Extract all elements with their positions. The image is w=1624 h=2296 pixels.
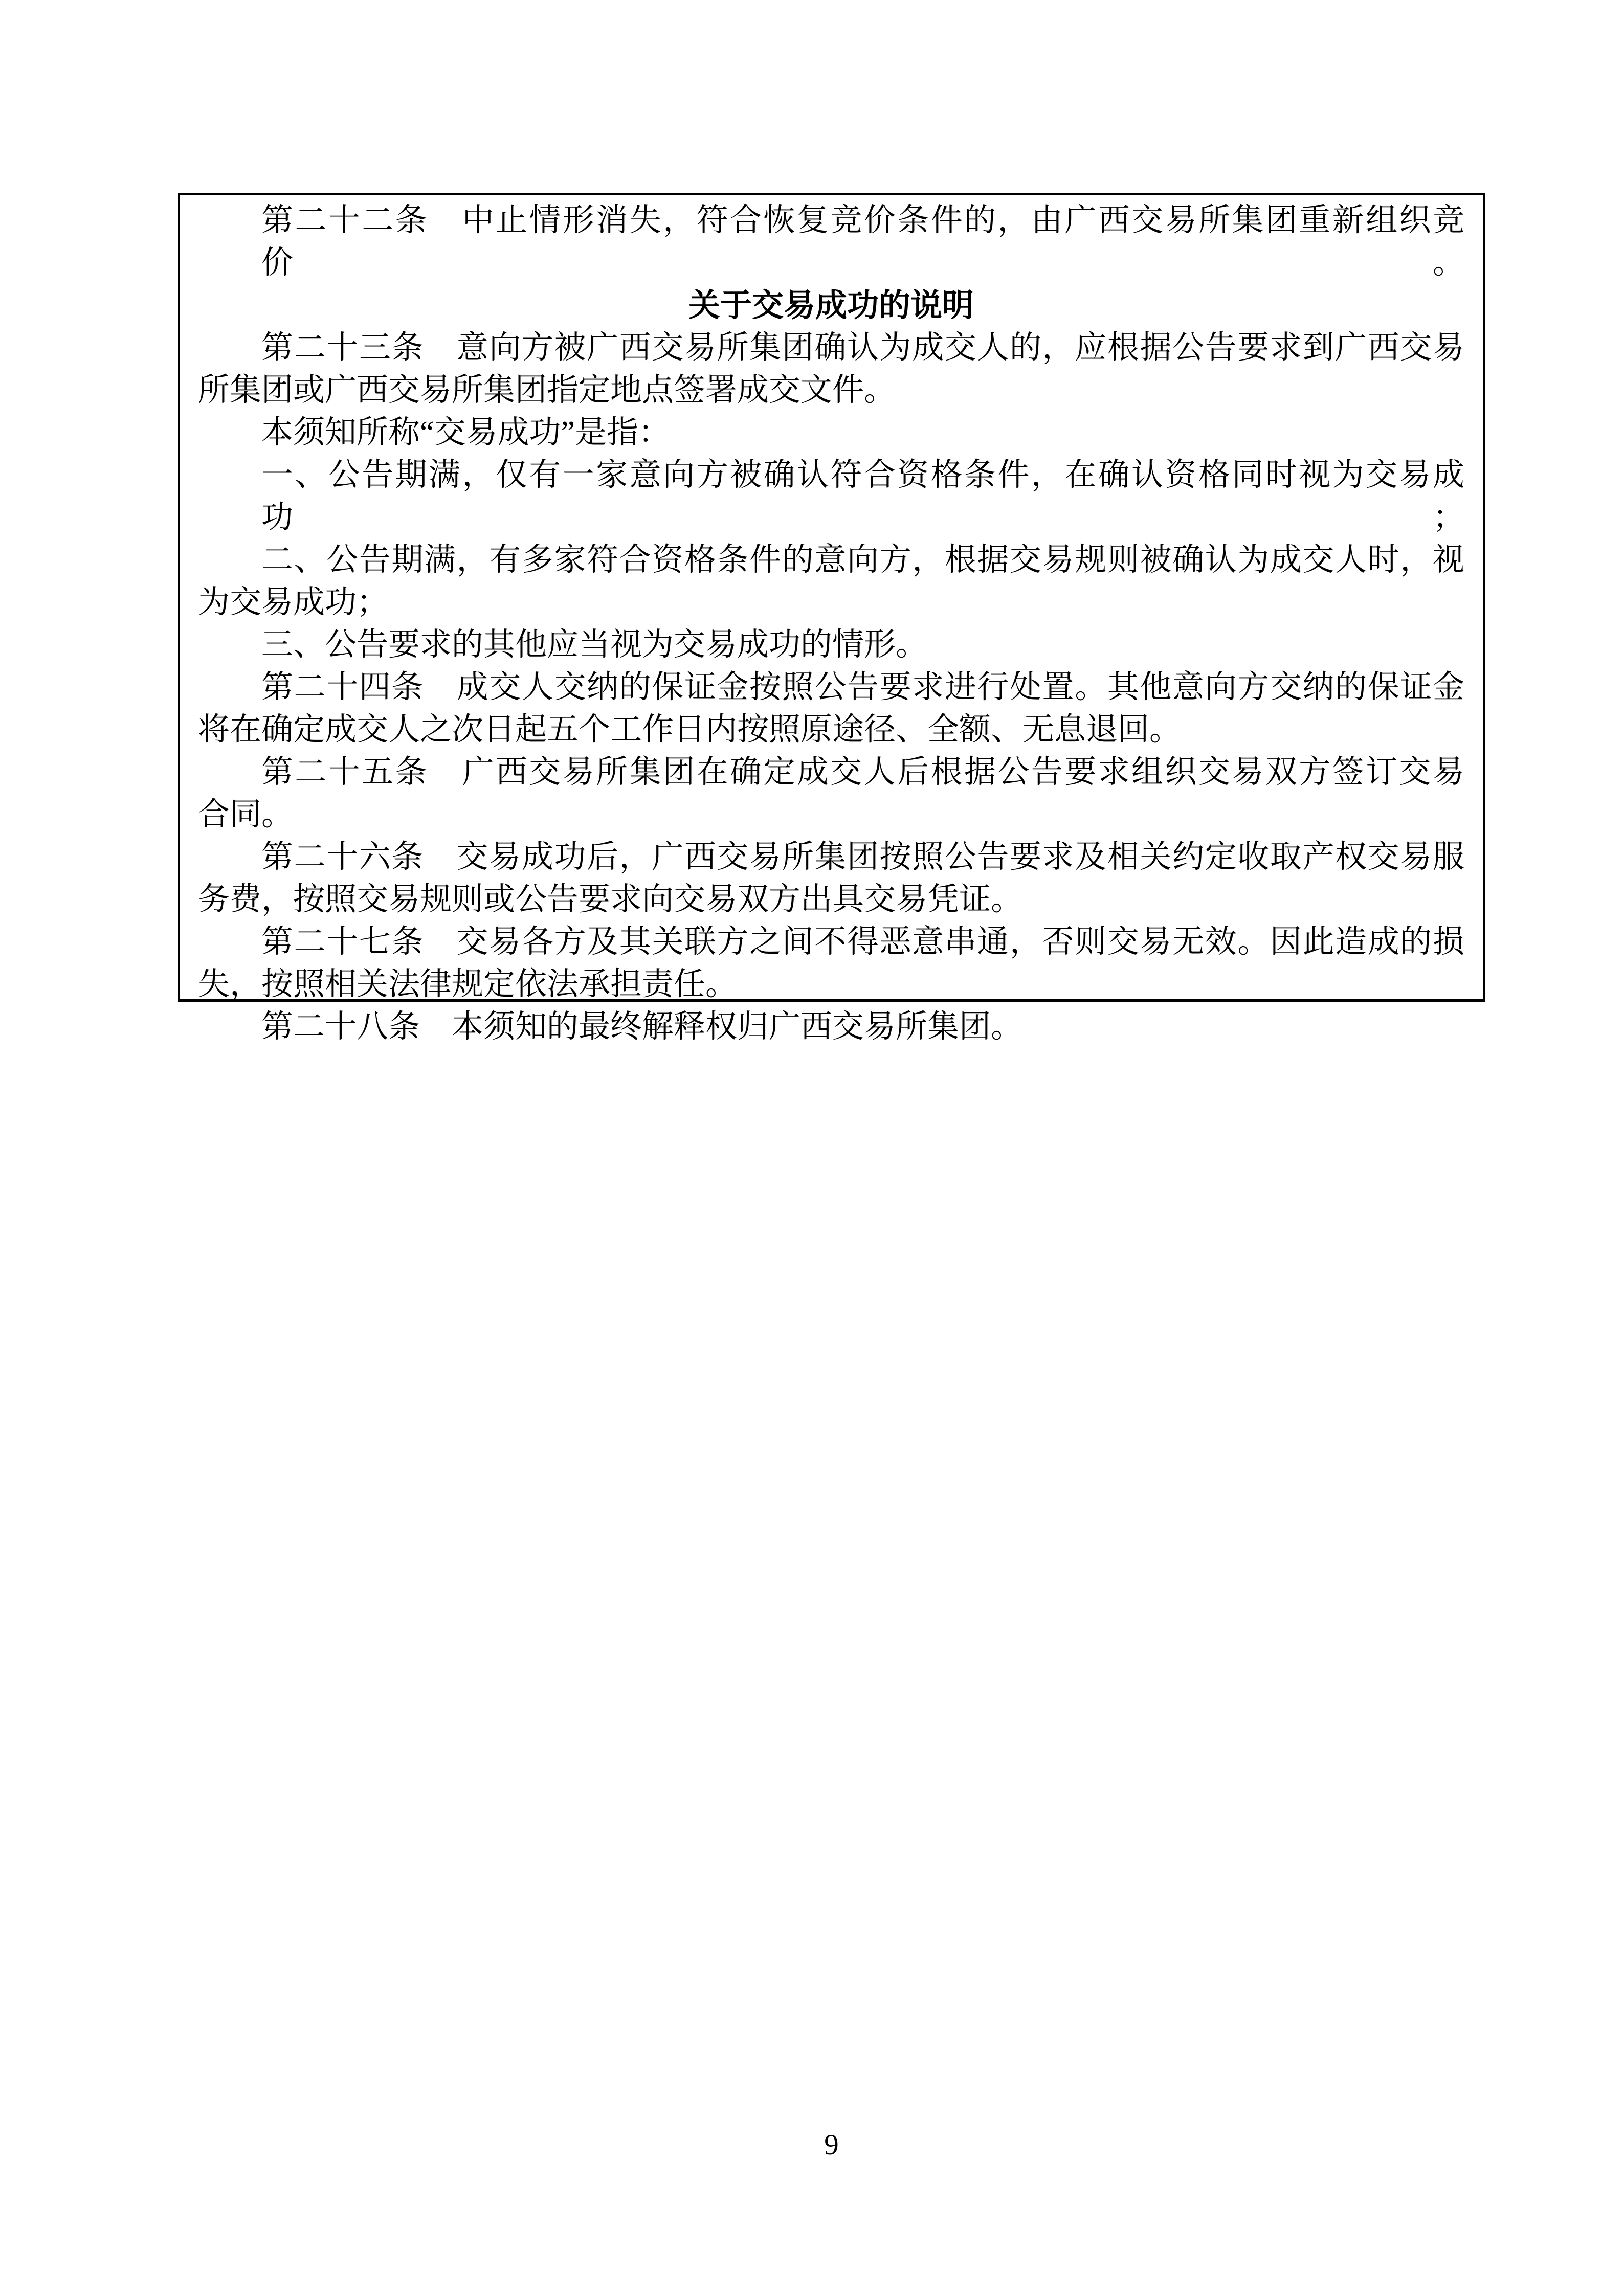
text-line: 本须知所称“交易成功”是指： — [261, 415, 671, 450]
text-line-item-2: 二、公告期满，有多家符合资格条件的意向方，根据交易规则被确认为成交人时，视 — [261, 543, 1464, 577]
text-line-item-3: 三、公告要求的其他应当视为交易成功的情形。 — [261, 627, 928, 662]
page-number: 9 — [824, 2129, 839, 2161]
text-line: 所集团或广西交易所集团指定地点签署成交文件。 — [198, 373, 896, 408]
text-line: 失，按照相关法律规定依法承担责任。 — [198, 967, 738, 1002]
text-line-clause-26: 第二十六条 交易成功后，广西交易所集团按照公告要求及相关约定收取产权交易服 — [261, 840, 1464, 874]
terms-text-area — [180, 195, 1483, 1048]
text-line: 务费，按照交易规则或公告要求向交易双方出具交易凭证。 — [198, 882, 1023, 917]
text-line: 合同。 — [198, 797, 294, 832]
text-line-clause-27: 第二十七条 交易各方及其关联方之间不得恶意串通，否则交易无效。因此造成的损 — [261, 925, 1464, 959]
notice-terms-box — [178, 193, 1485, 1044]
text-line-clause-28: 第二十八条 本须知的最终解释权归广西交易所集团。 — [261, 1009, 1023, 1044]
text-line: 为交易成功； — [198, 585, 389, 620]
section-heading: 关于交易成功的说明 — [688, 288, 974, 323]
text-line: 将在确定成交人之次日起五个工作日内按照原途径、全额、无息退回。 — [198, 712, 1182, 747]
text-line-clause-23: 第二十三条 意向方被广西交易所集团确认为成交人的，应根据公告要求到广西交易 — [261, 330, 1464, 365]
text-line-clause-24: 第二十四条 成交人交纳的保证金按照公告要求进行处置。其他意向方交纳的保证金 — [261, 670, 1464, 705]
text-line-item-1: 一、公告期满，仅有一家意向方被确认符合资格条件，在确认资格同时视为交易成功； — [261, 458, 1464, 535]
text-line-clause-25: 第二十五条 广西交易所集团在确定成交人后根据公告要求组织交易双方签订交易 — [261, 755, 1464, 790]
text-line-clause-22: 第二十二条 中止情形消失，符合恢复竞价条件的，由广西交易所集团重新组织竞价。 — [261, 203, 1464, 280]
